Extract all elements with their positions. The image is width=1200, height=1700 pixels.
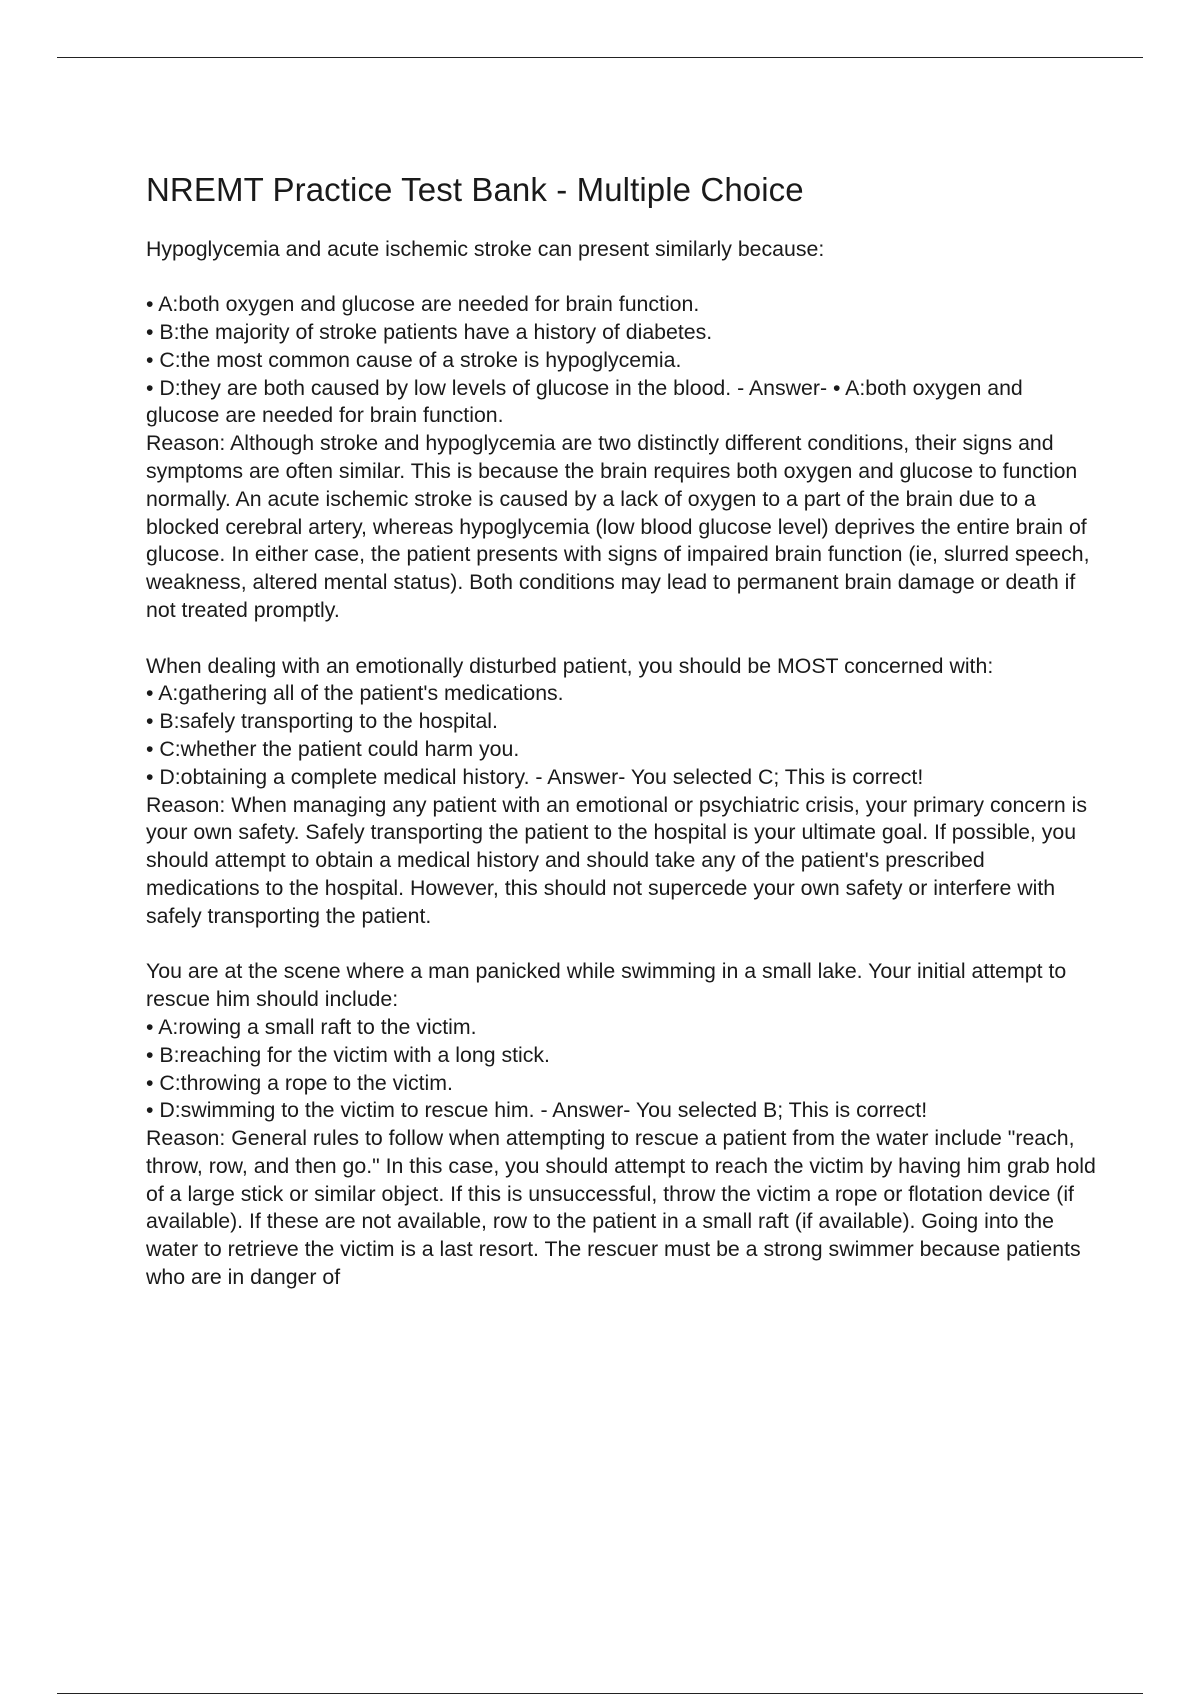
question-2-reason: Reason: When managing any patient with an emotional or psychiatric crisis, your primary concern is your own safety. Safely transporting the patient to the hospital is your ultimate goal. If possible, you should attempt to obtain a medical history and should take any of the patient's prescribed medications to the hospital. However, this should not supercede your own safety or interfere with safely transporting the patient.	[146, 792, 1088, 928]
question-2-option-d-answer: • D:obtaining a complete medical history. - Answer- You selected C; This is correct!	[146, 764, 924, 789]
question-3-option-d-answer: • D:swimming to the victim to rescue him. - Answer- You selected B; This is correct!	[146, 1098, 928, 1123]
question-3-option-b: • B:reaching for the victim with a long stick.	[146, 1042, 550, 1067]
question-1-option-d-answer: • D:they are both caused by low levels of glucose in the blood. - Answer- • A:both oxygen and glucose are needed for brain function.	[146, 375, 1023, 428]
question-3-option-c: • C:throwing a rope to the victim.	[146, 1070, 453, 1095]
question-3-prompt: You are at the scene where a man panicked while swimming in a small lake. Your initial attempt to rescue him should include:	[146, 959, 1067, 1012]
question-2-prompt: When dealing with an emotionally disturbed patient, you should be MOST concerned with:	[146, 653, 994, 678]
question-1-option-b: • B:the majority of stroke patients have a history of diabetes.	[146, 319, 713, 344]
question-3-options	[146, 1014, 1096, 1125]
question-1-option-a: • A:both oxygen and glucose are needed for brain function.	[146, 292, 700, 317]
question-1-prompt: Hypoglycemia and acute ischemic stroke can present similarly because:	[146, 236, 825, 261]
page-title: NREMT Practice Test Bank - Multiple Choice	[146, 171, 804, 208]
question-1-option-c: • C:the most common cause of a stroke is hypoglycemia.	[146, 347, 682, 372]
question-1	[146, 236, 1096, 625]
page-top-rule	[57, 57, 1143, 58]
page-content	[146, 170, 1096, 1292]
question-1-options	[146, 291, 1096, 430]
question-3-option-a: • A:rowing a small raft to the victim.	[146, 1014, 477, 1039]
question-1-reason: Reason: Although stroke and hypoglycemia are two distinctly different conditions, their signs and symptoms are often similar. This is because the brain requires both oxygen and glucose to function normally. An acute ischemic stroke is caused by a lack of oxygen to a part of the brain due to a blocked cerebral artery, whereas hypoglycemia (low blood glucose level) deprives the entire brain of glucose. In either case, the patient presents with signs of impaired brain function (ie, slurred speech, weakness, altered mental status). Both conditions may lead to permanent brain damage or death if not treated promptly.	[146, 431, 1090, 622]
question-2-options	[146, 680, 1096, 791]
question-3-reason: Reason: General rules to follow when attempting to rescue a patient from the water include "reach, throw, row, and then go." In this case, you should attempt to reach the victim by having him grab hold of a large stick or similar object. If this is unsuccessful, throw the victim a rope or flotation device (if available). If these are not available, row to the patient in a small raft (if available). Going into the water to retrieve the victim is a last resort. The rescuer must be a strong swimmer because patients who are in danger of	[146, 1126, 1096, 1290]
question-2-option-b: • B:safely transporting to the hospital.	[146, 709, 498, 734]
question-3	[146, 958, 1096, 1292]
question-2-option-a: • A:gathering all of the patient's medications.	[146, 681, 564, 706]
page-bottom-rule	[57, 1693, 1143, 1694]
question-2-option-c: • C:whether the patient could harm you.	[146, 736, 520, 761]
question-2	[146, 653, 1096, 931]
